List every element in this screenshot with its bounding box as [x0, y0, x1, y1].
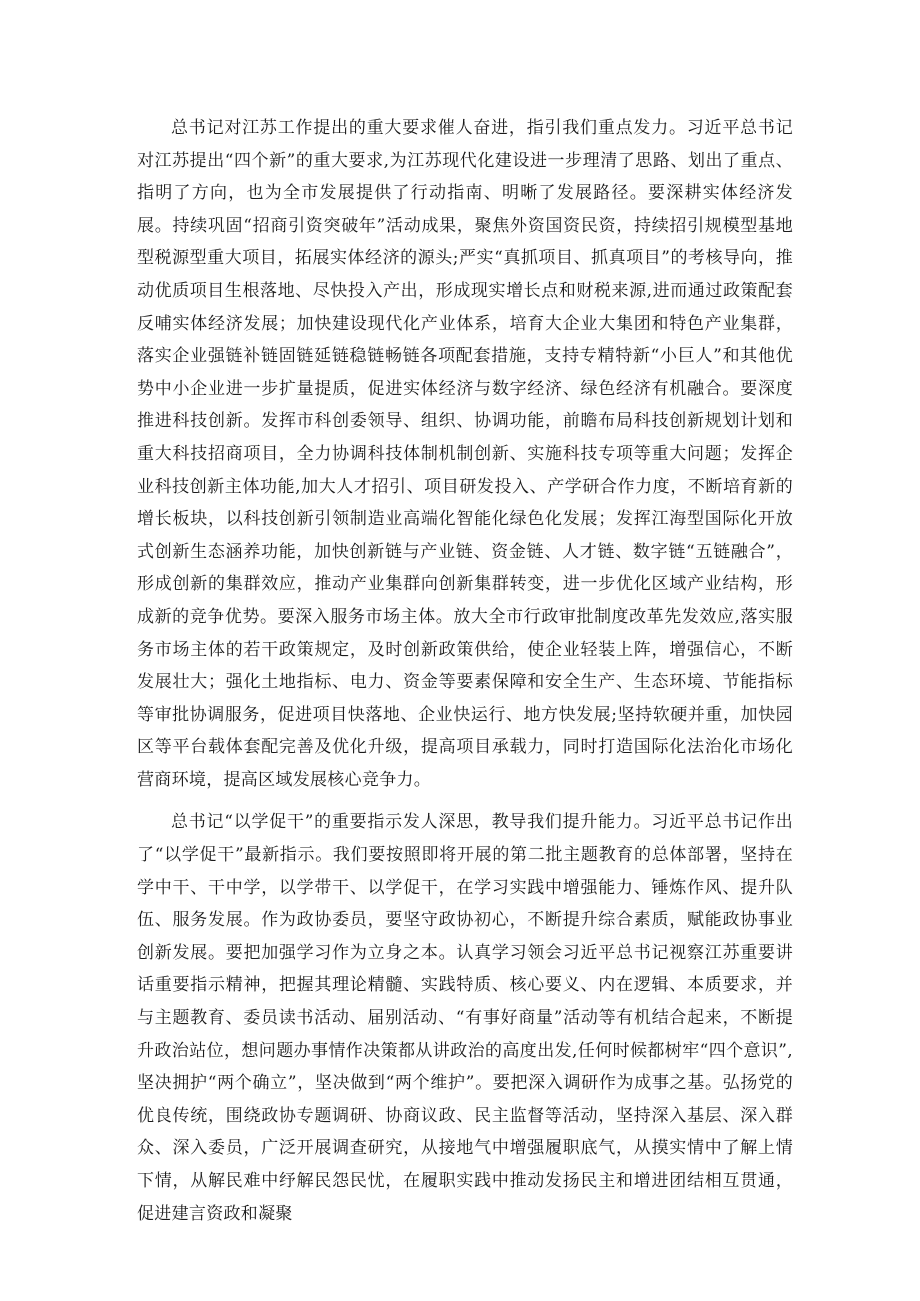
- document-body: [137, 112, 793, 1240]
- paragraph-2: 总书记“以学促干”的重要指示发人深思，教导我们提升能力。习近平总书记作出了“以学促干”最新指示。我们要按照即将开展的第二批主题教育的总体部署，坚持在学中干、干中学，以学带干、以学促干，在学习实践中增强能力、锤炼作风、提升队伍、服务发展。作为政协委员，要坚守政协初心，不断提升综合素质，赋能政协事业创新发展。要把加强学习作为立身之本。认真学习领会习近平总书记视察江苏重要讲话重要指示精神，把握其理论精髓、实践特质、核心要义、内在逻辑、本质要求，并与主题教育、委员读书活动、届别活动、“有事好商量”活动等有机结合起来，不断提升政治站位，想问题办事情作决策都从讲政治的高度出发,任何时候都树牢“四个意识”,坚决拥护“两个确立”，坚决做到“两个维护”。要把深入调研作为成事之基。弘扬党的优良传统，围绕政协专题调研、协商议政、民主监督等活动，坚持深入基层、深入群众、深入委员，广泛开展调查研究，从接地气中增强履职底气，从摸实情中了解上情下情，从解民难中纾解民怨民忧，在履职实践中推动发扬民主和增进团结相互贯通，促进建言资政和凝聚: [137, 812, 793, 1224]
- paragraph-1: 总书记对江苏工作提出的重大要求催人奋进，指引我们重点发力。习近平总书记对江苏提出“四个新”的重大要求,为江苏现代化建设进一步理清了思路、划出了重点、指明了方向，也为全市发展提供了行动指南、明晰了发展路径。要深耕实体经济发展。持续巩固“招商引资突破年”活动成果，聚焦外资国资民资，持续招引规模型基地型税源型重大项目，拓展实体经济的源头;严实“真抓项目、抓真项目”的考核导向，推动优质项目生根落地、尽快投入产出，形成现实增长点和财税来源,进而通过政策配套反哺实体经济发展；加快建设现代化产业体系，培育大企业大集团和特色产业集群，落实企业强链补链固链延链稳链畅链各项配套措施，支持专精特新“小巨人”和其他优势中小企业进一步扩量提质，促进实体经济与数字经济、绿色经济有机融合。要深度推进科技创新。发挥市科创委领导、组织、协调功能，前瞻布局科技创新规划计划和重大科技招商项目，全力协调科技体制机制创新、实施科技专项等重大问题；发挥企业科技创新主体功能,加大人才招引、项目研发投入、产学研合作力度，不断培育新的增长板块，以科技创新引领制造业高端化智能化绿色化发展；发挥江海型国际化开放式创新生态涵养功能，加快创新链与产业链、资金链、人才链、数字链“五链融合”，形成创新的集群效应，推动产业集群向创新集群转变，进一步优化区域产业结构，形成新的竞争优势。要深入服务市场主体。放大全市行政审批制度改革先发效应,落实服务市场主体的若干政策规定，及时创新政策供给，使企业轻装上阵，增强信心，不断发展壮大；强化土地指标、电力、资金等要素保障和安全生产、生态环境、节能指标等审批协调服务，促进项目快落地、企业快运行、地方快发展;坚持软硬并重，加快园区等平台载体套配完善及优化升级，提高项目承载力，同时打造国际化法治化市场化营商环境，提高区域发展核心竞争力。: [137, 118, 793, 790]
